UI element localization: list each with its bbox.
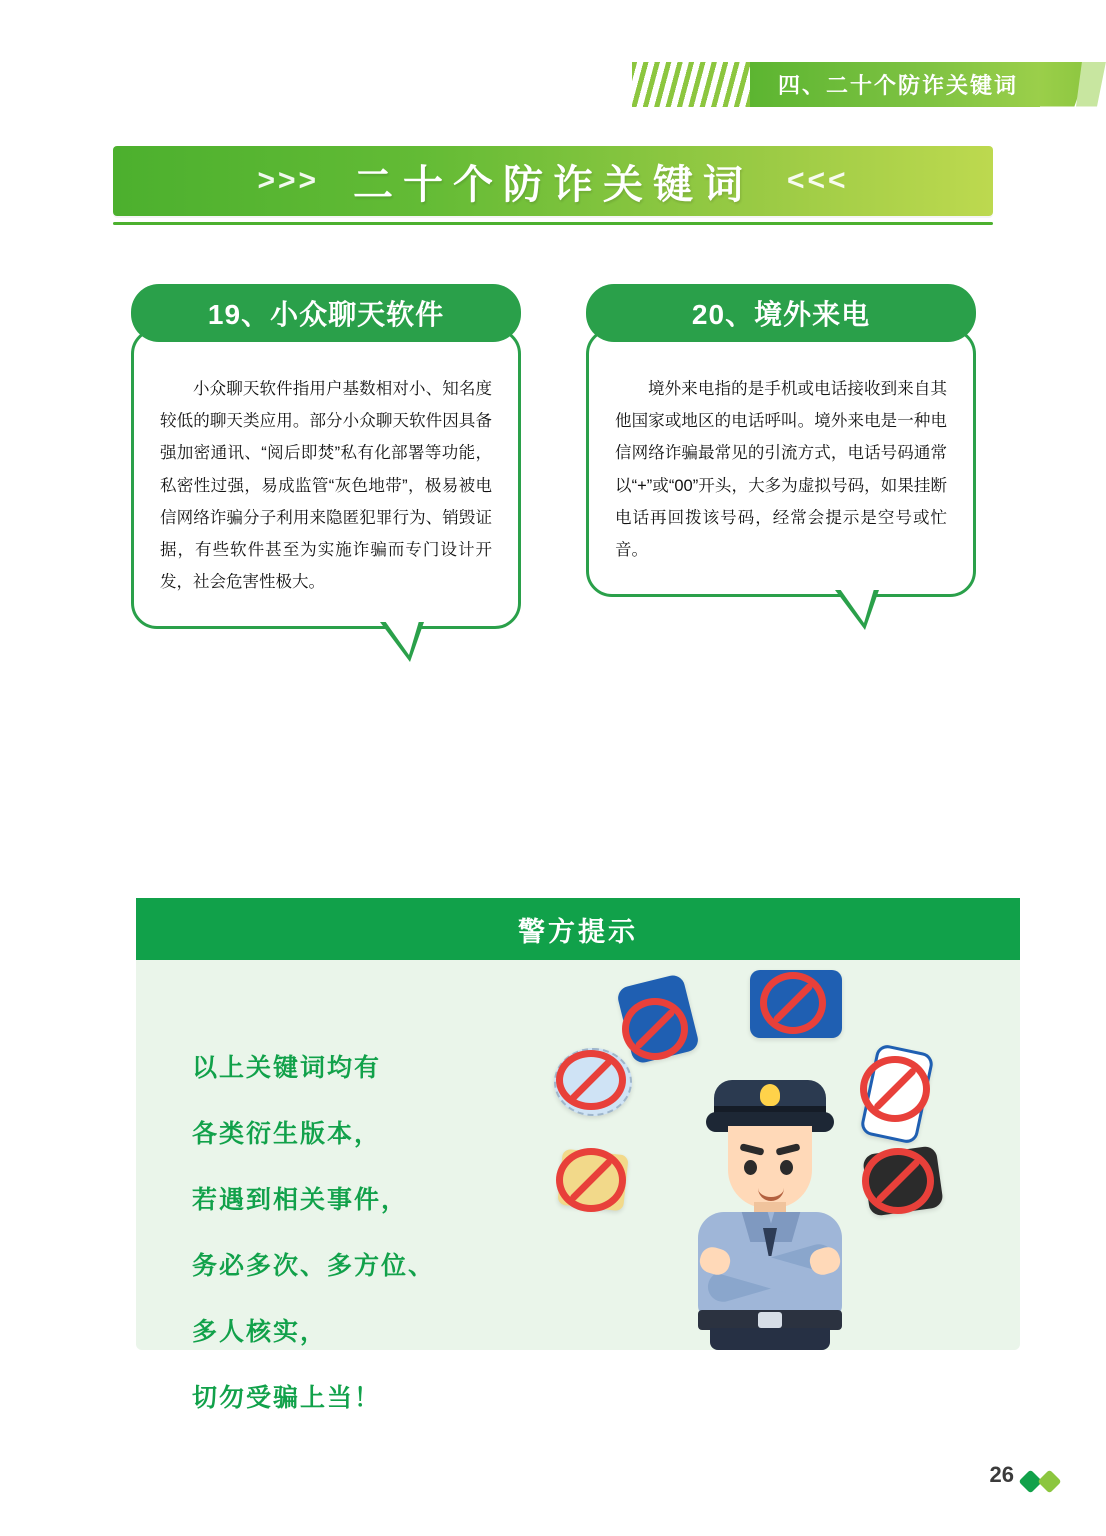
- police-tip-body: [136, 960, 1020, 1412]
- police-tip-line: 以上关键词均有: [192, 1054, 382, 1082]
- keyword-card-text: 境外来电指的是手机或电话接收到来自其他国家或地区的电话呼叫。境外来电是一种电信网络诈骗最常见的引流方式，电话号码通常以“+”或“00”开头，大多为虚拟号码，如果挂断电话再回拨该号码，经常会提示是空号或忙音。: [615, 380, 947, 559]
- title-banner-bar: [113, 146, 993, 216]
- keyword-card-body: [586, 328, 976, 597]
- police-tip-line: 若遇到相关事件，: [192, 1186, 409, 1214]
- header-hatch-decoration: [632, 62, 752, 107]
- police-tip-text-block: [192, 1048, 435, 1414]
- police-tip-panel: [136, 898, 1020, 1412]
- ban-overlay-globe-icon: [556, 1050, 626, 1110]
- keyword-card-list: [131, 284, 976, 629]
- page-title-banner: [113, 146, 993, 225]
- police-tip-line: 务必多次、多方位、: [192, 1252, 436, 1280]
- page-footer-decoration: [1022, 1473, 1058, 1490]
- chevron-right-icon: >>>: [257, 164, 319, 197]
- officer-eye-left: [744, 1160, 757, 1175]
- officer-eye-right: [780, 1160, 793, 1175]
- chevron-left-icon: <<<: [787, 164, 849, 197]
- police-officer-illustration: [670, 1070, 870, 1340]
- police-tip-title: 警方提示: [136, 898, 1020, 960]
- keyword-card-text: 小众聊天软件指用户基数相对小、知名度较低的聊天类应用。部分小众聊天软件因具备强加密通讯、“阅后即焚”私有化部署等功能，私密性过强，易成监管“灰色地带”，极易被电信网络诈骗分子利用来隐匿犯罪行为、销毁证据，有些软件甚至为实施诈骗而专门设计开发，社会危害性极大。: [160, 380, 492, 592]
- diamond-icon: [1037, 1469, 1061, 1493]
- officer-legs: [710, 1328, 830, 1350]
- ban-overlay-smartphone-icon: [860, 1056, 930, 1122]
- police-badge-icon: [760, 1084, 780, 1106]
- police-tip-line: 多人核实，: [192, 1318, 328, 1346]
- header-section-label: 四、二十个防诈关键词: [750, 62, 1040, 107]
- ban-overlay-pos-icon: [622, 998, 688, 1060]
- police-tip-line: 各类衍生版本，: [192, 1120, 382, 1148]
- keyword-card-body: [131, 328, 521, 629]
- page-number: 26: [989, 1462, 1014, 1487]
- speech-bubble-tail-inner: [840, 589, 874, 623]
- keyword-card: [586, 284, 976, 629]
- title-underline: [113, 222, 993, 225]
- ban-overlay-sim-card-icon: [556, 1148, 626, 1212]
- police-tip-line: 切勿受骗上当！: [192, 1384, 382, 1412]
- ban-overlay-monitor-icon: [760, 972, 826, 1034]
- keyword-card-heading: 20、境外来电: [586, 284, 976, 342]
- page-header: [632, 58, 1106, 110]
- keyword-card: [131, 284, 521, 629]
- page-title: 二十个防诈关键词: [353, 160, 753, 208]
- officer-belt-buckle: [758, 1312, 782, 1328]
- keyword-card-heading: 19、小众聊天软件: [131, 284, 521, 342]
- speech-bubble-tail-inner: [385, 621, 419, 655]
- ban-overlay-bank-card-icon: [862, 1148, 934, 1214]
- anti-fraud-illustration: [550, 970, 980, 1350]
